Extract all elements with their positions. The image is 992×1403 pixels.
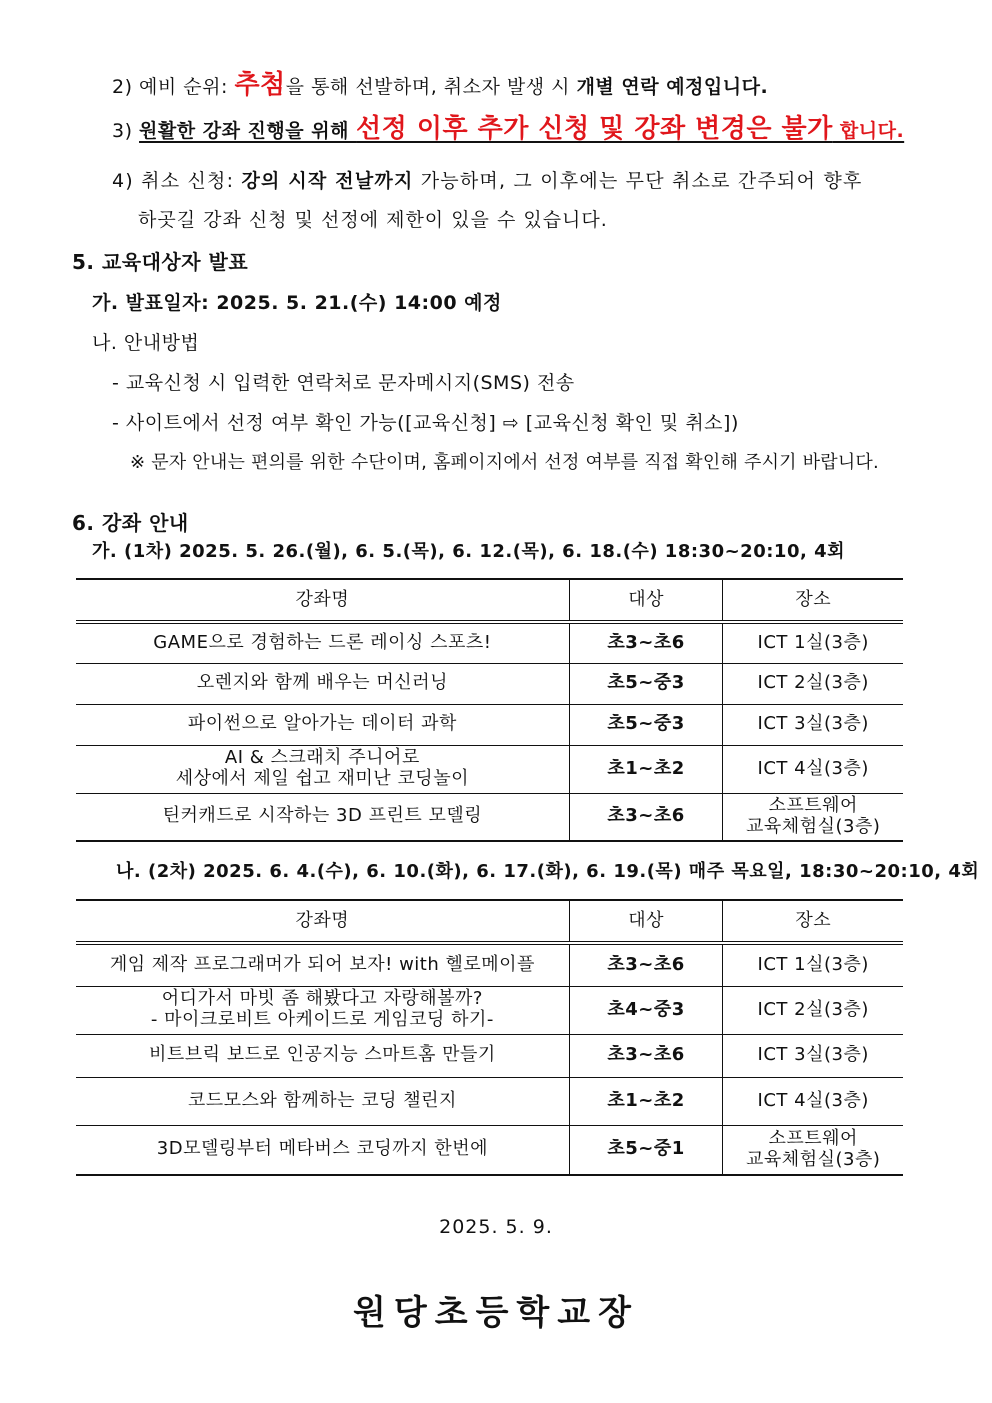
round-2-title: 나. (2차) 2025. 6. 4.(수), 6. 10.(화), 6. 17.(화), 6. 19.(목) 매주 목요일, 18:30~20:10, 4회	[116, 861, 980, 882]
course-target: 초1~초2	[569, 745, 723, 793]
note-4-line2: 하곳길 강좌 신청 및 선정에 제한이 있을 수 있습니다.	[138, 209, 608, 231]
section-5-note: ※ 문자 안내는 편의를 위한 수단이며, 홈페이지에서 선정 여부를 직접 확인해 주시기 바랍니다.	[130, 452, 879, 473]
table-row	[76, 1077, 903, 1125]
course-name-line-2: 세상에서 제일 쉽고 재미난 코딩놀이	[175, 768, 469, 789]
round-2-table	[76, 899, 903, 1176]
section-5-title: 5. 교육대상자 발표	[72, 250, 249, 274]
course-place-line-2: 교육체험실(3층)	[746, 815, 881, 837]
note-3-suffix: 합니다.	[832, 120, 905, 142]
course-name: 게임 제작 프로그래머가 되어 보자! with 헬로메이플	[109, 953, 535, 975]
round-1-table	[76, 578, 903, 842]
course-place: ICT 2실(3층)	[723, 663, 903, 704]
table-row	[76, 793, 903, 841]
note-2	[112, 70, 768, 101]
course-target: 초5~중1	[569, 1125, 723, 1175]
section-6-title: 6. 강좌 안내	[72, 511, 189, 535]
course-target: 초3~초6	[569, 793, 723, 841]
header-course-name: 강좌명	[76, 579, 569, 622]
note-3	[112, 114, 904, 145]
course-name: GAME으로 경험하는 드론 레이싱 스포츠!	[153, 631, 492, 653]
course-name	[76, 745, 569, 793]
section-5-na: 나. 안내방법	[92, 332, 200, 354]
section-5-bullet-2: - 사이트에서 선정 여부 확인 가능([교육신청] ⇨ [교육신청 확인 및 취소])	[112, 412, 739, 434]
header-place: 장소	[723, 579, 903, 622]
header-place: 장소	[723, 900, 903, 943]
course-name-line-1: 어디가서 마빗 좀 해봤다고 자랑해볼까?	[161, 988, 483, 1010]
course-target: 초3~초6	[569, 1034, 723, 1077]
course-place	[723, 1125, 903, 1175]
course-name: 오렌지와 함께 배우는 머신러닝	[196, 672, 448, 694]
course-place: ICT 1실(3층)	[723, 943, 903, 986]
table-row	[76, 622, 903, 663]
course-place: ICT 3실(3층)	[723, 1034, 903, 1077]
course-name: 틴커캐드로 시작하는 3D 프린트 모델링	[162, 805, 483, 827]
note-4-prefix: 4) 취소 신청:	[112, 170, 242, 192]
note-2-middle: 을 통해 선발하며, 취소자 발생 시	[285, 76, 577, 98]
table-row	[76, 1125, 903, 1175]
course-target: 초5~중3	[569, 704, 723, 745]
header-course-name: 강좌명	[76, 900, 569, 943]
course-place-line-2: 교육체험실(3층)	[746, 1148, 881, 1170]
header-target: 대상	[569, 579, 723, 622]
course-name: 3D모델링부터 메타버스 코딩까지 한번에	[156, 1138, 488, 1160]
course-place: ICT 1실(3층)	[723, 622, 903, 663]
course-name	[76, 986, 569, 1034]
course-place: ICT 3실(3층)	[723, 704, 903, 745]
issuer-signature: 원당초등학교장	[353, 1293, 639, 1333]
course-name: 코드모스와 함께하는 코딩 챌린지	[187, 1089, 457, 1111]
course-name: 비트브릭 보드로 인공지능 스마트홈 만들기	[148, 1044, 496, 1066]
table-row	[76, 1034, 903, 1077]
section-5-ga: 가. 발표일자: 2025. 5. 21.(수) 14:00 예정	[92, 292, 502, 314]
section-5-bullet-1: - 교육신청 시 입력한 연락처로 문자메시지(SMS) 전송	[112, 372, 575, 394]
table-row	[76, 745, 903, 793]
course-target: 초4~중3	[569, 986, 723, 1034]
document-date: 2025. 5. 9.	[439, 1216, 553, 1238]
table-row	[76, 943, 903, 986]
note-3-prefix: 3)	[112, 120, 140, 142]
note-3-highlight: 선정 이후 추가 신청 및 강좌 변경은 불가	[356, 114, 833, 144]
table-row	[76, 986, 903, 1034]
table-row	[76, 704, 903, 745]
course-place	[723, 793, 903, 841]
course-target: 초3~초6	[569, 622, 723, 663]
note-4-rest: 가능하며, 그 이후에는 무단 취소로 간주되어 향후	[413, 170, 863, 192]
course-place: ICT 4실(3층)	[723, 1077, 903, 1125]
note-2-bold: 개별 연락 예정입니다.	[576, 76, 769, 98]
course-place-line-1: 소프트웨어	[768, 795, 858, 817]
course-place: ICT 2실(3층)	[723, 986, 903, 1034]
note-4-bold: 강의 시작 전날까지	[241, 170, 414, 192]
course-target: 초5~중3	[569, 663, 723, 704]
round-1-title: 가. (1차) 2025. 5. 26.(월), 6. 5.(목), 6. 12.(목), 6. 18.(수) 18:30~20:10, 4회	[92, 541, 845, 562]
note-4-line1	[112, 170, 863, 193]
note-3-lead: 원활한 강좌 진행을 위해	[139, 120, 357, 142]
course-name: 파이썬으로 알아가는 데이터 과학	[187, 713, 457, 735]
note-2-highlight: 추첨	[234, 70, 286, 100]
note-2-prefix: 2) 예비 순위:	[112, 76, 235, 98]
course-target: 초3~초6	[569, 943, 723, 986]
course-place-line-1: 소프트웨어	[768, 1128, 858, 1150]
course-place: ICT 4실(3층)	[723, 745, 903, 793]
table-row	[76, 663, 903, 704]
course-name-line-2: - 마이크로비트 아케이드로 게임코딩 하기-	[150, 1009, 494, 1030]
course-name-line-1: AI & 스크래치 주니어로	[224, 747, 420, 769]
header-target: 대상	[569, 900, 723, 943]
course-target: 초1~초2	[569, 1077, 723, 1125]
